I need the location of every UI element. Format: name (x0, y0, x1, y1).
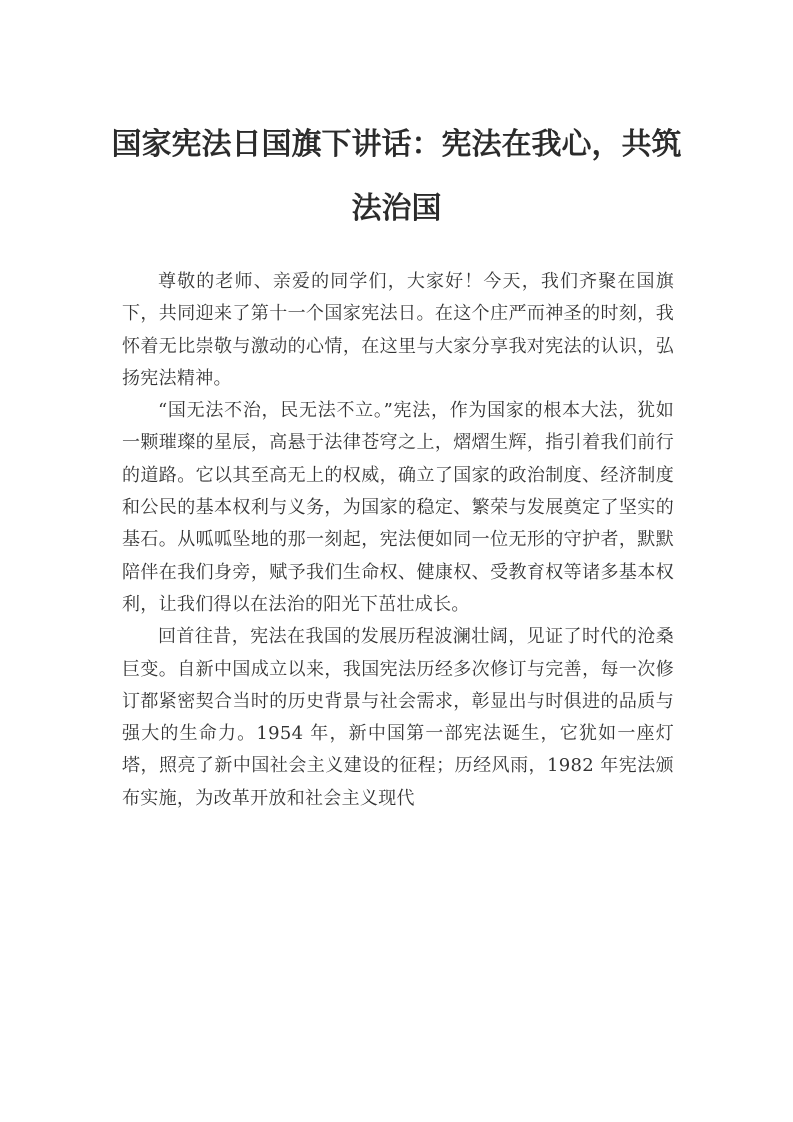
paragraph-2: “国无法不治，民无法不立。”宪法，作为国家的根本大法，犹如一颗璀璨的星辰，高悬于法律苍穹之上，熠熠生辉，指引着我们前行的道路。它以其至高无上的权威，确立了国家的政治制度、经济制度和公民的基本权利与义务，为国家的稳定、繁荣与发展奠定了坚实的基石。从呱呱坠地的那一刻起，宪法便如同一位无形的守护者，默默陪伴在我们身旁，赋予我们生命权、健康权、受教育权等诸多基本权利，让我们得以在法治的阳光下茁壮成长。 (122, 400, 674, 615)
paragraph-1: 尊敬的老师、亲爱的同学们，大家好！今天，我们齐聚在国旗下，共同迎来了第十一个国家宪法日。在这个庄严而神圣的时刻，我怀着无比崇敬与激动的心情，在这里与大家分享我对宪法的认识，弘扬宪法精神。 (122, 271, 674, 389)
document-title-line-2: 法治国 (351, 191, 442, 226)
document-title-line-1: 国家宪法日国旗下讲话：宪法在我心，共筑 (111, 127, 682, 162)
paragraph-3: 回首往昔，宪法在我国的发展历程波澜壮阔，见证了时代的沧桑巨变。自新中国成立以来，我国宪法历经多次修订与完善，每一次修订都紧密契合当时的历史背景与社会需求，彰显出与时俱进的品质与强大的生命力。1954 年，新中国第一部宪法诞生，它犹如一座灯塔，照亮了新中国社会主义建设的征程；历经风雨，1982 年宪法颁布实施，为改革开放和社会主义现代 (122, 626, 674, 809)
document-body (122, 266, 674, 815)
